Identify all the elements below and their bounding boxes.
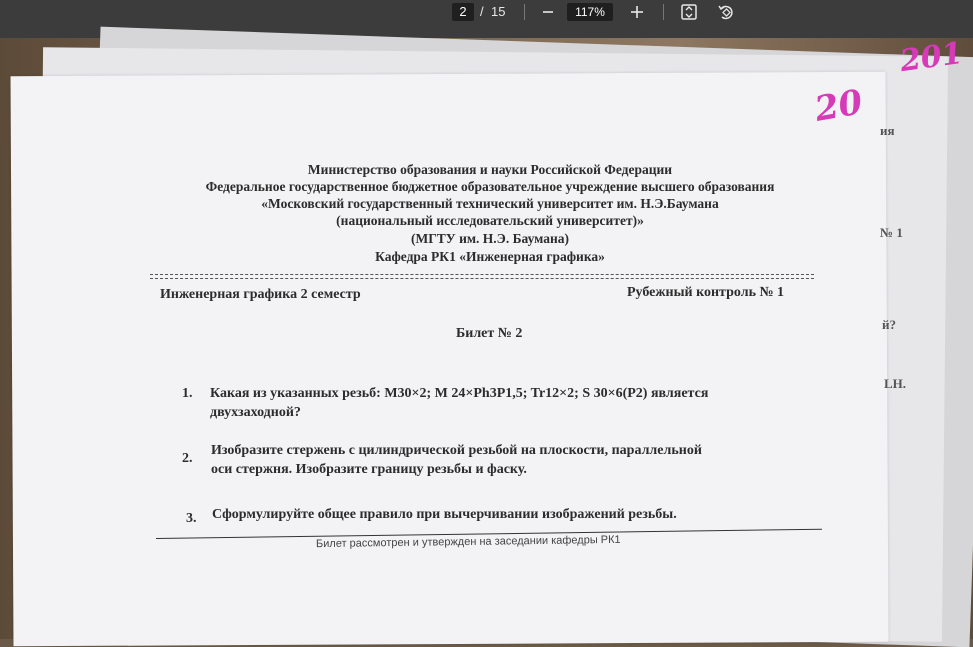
background-text-fragment: LH.	[884, 376, 907, 391]
dashed-separator	[150, 274, 814, 275]
header-university-abbr: (МГТУ им. Н.Э. Баумана)	[410, 231, 570, 246]
header-institution-type: Федеральное государственное бюджетное образовательное учреждение высшего образования	[205, 179, 775, 194]
dashed-separator	[150, 278, 814, 279]
header-university-status: (национальный исследовательский университет)»	[336, 213, 644, 228]
header-ministry: Министерство образования и науки Российской Федерации	[307, 162, 673, 177]
handwritten-mark-front: 20	[811, 82, 866, 130]
question-text-line: Какая из указанных резьб: М30×2; М 24×Ph3P1,5; Tr12×2; S 30×6(P2) является	[210, 386, 709, 401]
ticket-number: Билет № 2	[456, 326, 523, 341]
question-text-line: двухзаходной?	[210, 405, 301, 420]
page-total: 15	[491, 4, 506, 19]
question-number: 1.	[182, 386, 193, 401]
footer-note: Билет рассмотрен и утвержден на заседании кафедры РК1	[315, 533, 621, 551]
question-text-line: оси стержня. Изобразите границу резьбы и фаску.	[211, 462, 527, 477]
question-number: 2.	[182, 451, 193, 466]
question-text-line: Сформулируйте общее правило при вычерчивании изображений резьбы.	[212, 507, 677, 522]
handwritten-mark-back: 201	[897, 35, 965, 80]
page-number-input[interactable]: 2	[452, 3, 474, 21]
background-text-fragment: й?	[882, 317, 896, 332]
header-university-name: «Московский государственный технический университет им. Н.Э.Баумана	[261, 196, 719, 211]
control-title: Рубежный контроль № 1	[627, 285, 785, 300]
background-text-fragment: № 1	[880, 225, 903, 240]
question-text-line: Изобразите стержень с цилиндрической резьбой на плоскости, параллельной	[211, 443, 702, 458]
page-separator: /	[480, 4, 484, 19]
header-department: Кафедра РК1 «Инженерная графика»	[375, 249, 605, 264]
question-number: 3.	[186, 511, 197, 526]
zoom-level-input[interactable]: 117%	[567, 3, 613, 21]
background-text-fragment: ия	[880, 123, 895, 138]
subject-semester: Инженерная графика 2 семестр	[160, 287, 361, 302]
